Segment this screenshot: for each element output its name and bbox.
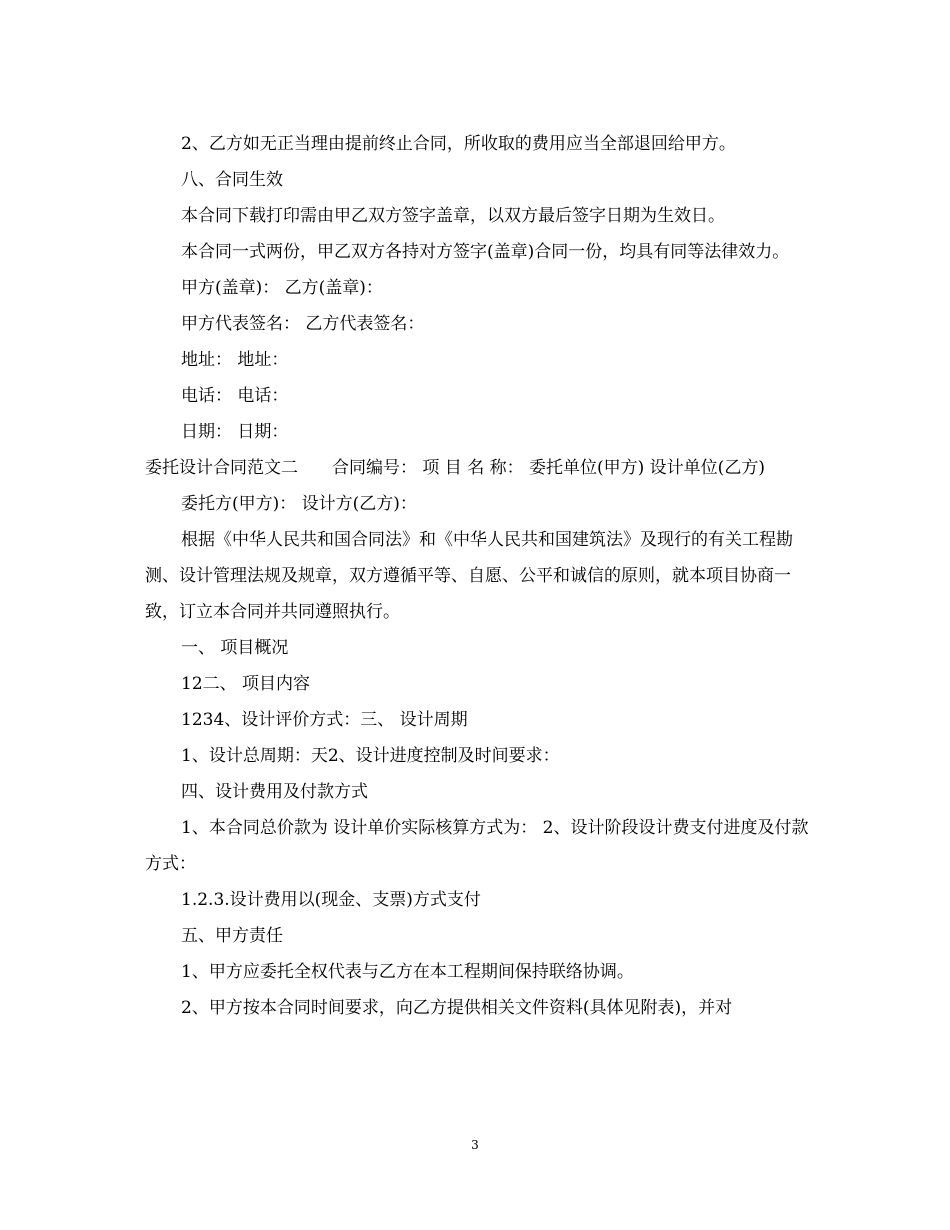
signature-line-date: 日期： 日期：	[181, 422, 289, 442]
paragraph: 根据《中华人民共和国合同法》和《中华人民共和国建筑法》及现行的有关工程勘测、设计管理法规及规章，双方遵循平等、自愿、公平和诚信的原则，就本项目协商一致，订立本合同并共同遵照执行。	[145, 530, 793, 622]
paragraph: 1.2.3.设计费用以(现金、支票)方式支付	[181, 890, 481, 910]
contract-title-line: 委托设计合同范文二 合同编号： 项 目 名 称： 委托单位(甲方) 设计单位(乙方)	[145, 458, 765, 478]
document-body	[145, 126, 810, 1026]
paragraph: 1、本合同总价款为 设计单价实际核算方式为： 2、设计阶段设计费支付进度及付款方式：	[145, 818, 809, 874]
section-heading-3: 1234、设计评价方式：三、 设计周期	[181, 710, 468, 730]
parties-line: 委托方(甲方)： 设计方(乙方)：	[181, 494, 417, 514]
paragraph: 本合同一式两份，甲乙双方各持对方签字(盖章)合同一份，均具有同等法律效力。	[181, 242, 790, 262]
signature-line-representative: 甲方代表签名： 乙方代表签名：	[181, 314, 425, 334]
section-heading-4: 四、设计费用及付款方式	[181, 782, 368, 802]
page-number: 3	[471, 1138, 479, 1152]
paragraph: 1、设计总周期：天2、设计进度控制及时间要求：	[181, 746, 560, 766]
signature-line-seal: 甲方(盖章)： 乙方(盖章)：	[181, 278, 383, 298]
section-heading-8: 八、合同生效	[181, 170, 283, 190]
paragraph: 1、甲方应委托全权代表与乙方在本工程期间保持联络协调。	[181, 962, 634, 982]
paragraph: 2、乙方如无正当理由提前终止合同，所收取的费用应当全部退回给甲方。	[181, 134, 736, 154]
paragraph: 2、甲方按本合同时间要求，向乙方提供相关文件资料(具体见附表)，并对	[181, 998, 733, 1018]
section-heading-1: 一、 项目概况	[181, 638, 289, 658]
paragraph: 本合同下载打印需由甲乙双方签字盖章，以双方最后签字日期为生效日。	[181, 206, 725, 226]
signature-line-phone: 电话： 电话：	[181, 386, 289, 406]
section-heading-5: 五、甲方责任	[181, 926, 283, 946]
signature-line-address: 地址： 地址：	[181, 350, 289, 370]
section-heading-2: 12二、 项目内容	[181, 674, 311, 694]
